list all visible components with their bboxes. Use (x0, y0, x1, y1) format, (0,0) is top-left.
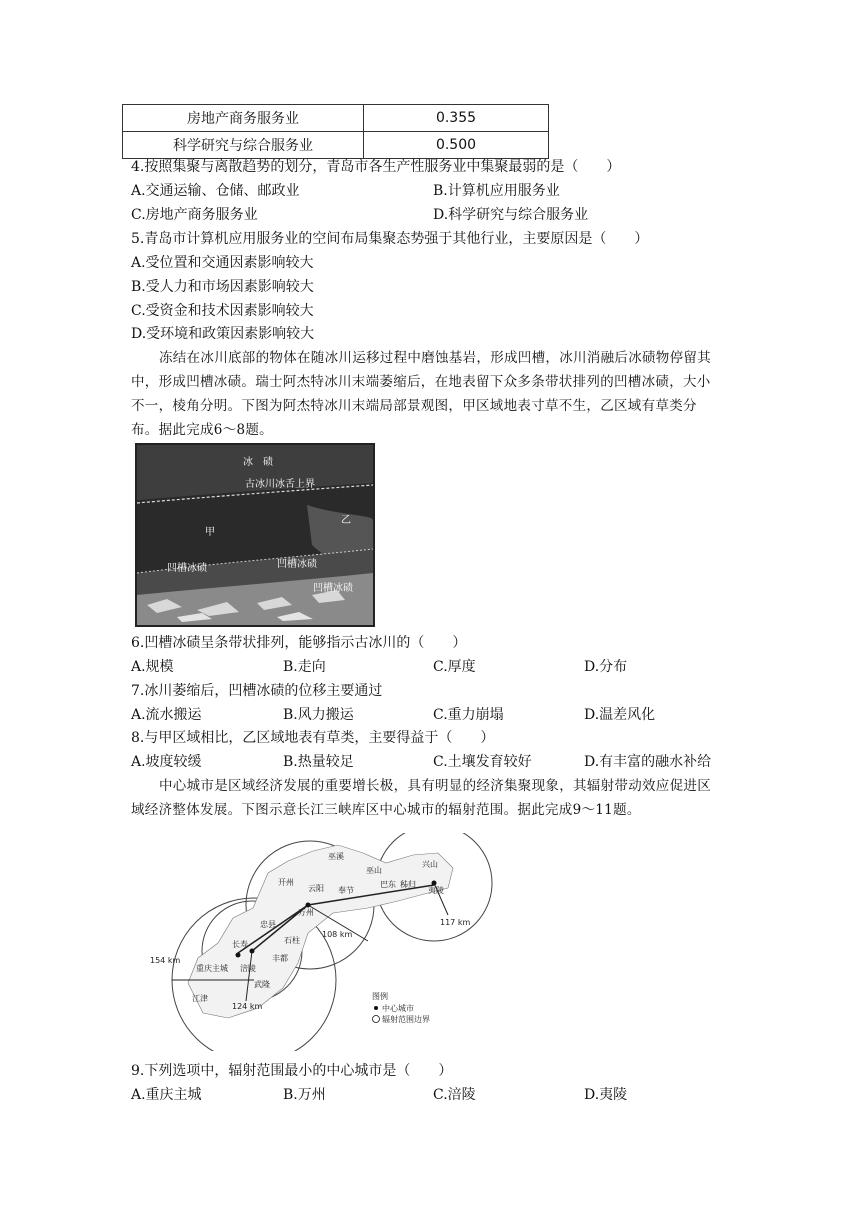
city-label: 万州 (298, 908, 314, 917)
q7-option-a: A.流水搬运 (131, 707, 202, 723)
q4-stem: 4.按照集聚与离散趋势的划分，青岛市各生产性服务业中集聚最弱的是（ ） (131, 159, 621, 175)
industry-table (122, 104, 549, 159)
city-label: 涪陵 (240, 964, 256, 973)
city-dot (306, 903, 311, 908)
table-cell-name: 房地产商务服务业 (123, 105, 364, 132)
distance-label-108: 108 km (322, 930, 353, 939)
q6-option-a: A.规模 (131, 659, 174, 675)
legend-title: 图例 (372, 992, 388, 1001)
city-label: 重庆主城 (196, 964, 228, 973)
q9-stem: 9.下列选项中，辐射范围最小的中心城市是（ ） (131, 1063, 453, 1079)
distance-label-117: 117 km (440, 918, 471, 927)
q5-option-b: B.受人力和市场因素影响较大 (131, 279, 314, 295)
passage-glacier: 冻结在冰川底部的物体在随冰川运移过程中磨蚀基岩，形成凹槽，冰川消融后冰碛物停留其中，形成凹槽冰碛。瑞士阿杰特冰川末端萎缩后，在地表留下众多条带状排列的凹槽冰碛，大小不一，棱角分明。下图为阿杰特冰川末端局部景观图，甲区域地表寸草不生，乙区域有草类分布。据此完成6～8题。 (131, 350, 711, 438)
city-label: 夷陵 (428, 886, 444, 895)
legend-center-label: 中心城市 (382, 1004, 414, 1013)
city-label: 巴东 (380, 880, 396, 889)
city-label: 石柱 (284, 936, 300, 945)
q8-option-c: C.土壤发育较好 (433, 754, 532, 770)
distance-label-124: 124 km (232, 1002, 263, 1011)
q9-option-b: B.万州 (283, 1087, 326, 1103)
q8-stem: 8.与甲区域相比，乙区域地表有草类，主要得益于（ ） (131, 730, 495, 746)
city-dot (432, 881, 437, 886)
city-label: 奉节 (338, 886, 354, 895)
table-cell-value: 0.500 (364, 132, 549, 159)
passage-center-city: 中心城市是区域经济发展的重要增长极，具有明显的经济集聚现象，其辐射带动效应促进区域经济整体发展。下图示意长江三峡库区中心城市的辐射范围。据此完成9～11题。 (131, 778, 711, 818)
city-label: 武隆 (254, 980, 270, 989)
q4-option-d: D.科学研究与综合服务业 (433, 207, 589, 223)
q4-option-b: B.计算机应用服务业 (433, 183, 560, 199)
q8-option-a: A.坡度较缓 (131, 754, 202, 770)
city-label: 丰都 (272, 954, 288, 963)
photo-label-ice-line: 古冰川冰舌上界 (245, 479, 315, 490)
city-label: 云阳 (308, 884, 324, 893)
photo-label-moraine: 冰 碛 (243, 457, 273, 468)
q5-stem: 5.青岛市计算机应用服务业的空间布局集聚态势强于其他行业，主要原因是（ ） (131, 231, 649, 247)
photo-label-yi: 乙 (341, 515, 351, 526)
q5-option-c: C.受资金和技术因素影响较大 (131, 303, 314, 319)
table-row (123, 105, 549, 132)
glacier-photo (135, 443, 375, 627)
photo-label-groove-3: 凹槽冰碛 (313, 583, 353, 594)
city-label: 兴山 (422, 860, 438, 869)
q7-option-d: D.温差风化 (584, 707, 656, 723)
distance-label-154: 154 km (150, 956, 181, 965)
city-label: 开州 (278, 878, 294, 887)
q6-option-b: B.走向 (283, 659, 326, 675)
legend-center-dot (374, 1006, 378, 1010)
city-dot (250, 949, 255, 954)
q7-stem: 7.冰川萎缩后，凹槽冰碛的位移主要通过 (131, 683, 383, 699)
q5-option-d: D.受环境和政策因素影响较大 (131, 326, 315, 342)
photo-label-groove-2: 凹槽冰碛 (277, 559, 317, 570)
q9-option-c: C.涪陵 (433, 1087, 476, 1103)
city-label: 忠县 (260, 920, 276, 929)
table-cell-value: 0.355 (364, 105, 549, 132)
q7-option-b: B.风力搬运 (283, 707, 354, 723)
q6-option-d: D.分布 (584, 659, 628, 675)
q4-option-a: A.交通运输、仓储、邮政业 (131, 183, 300, 199)
city-dot (236, 953, 241, 958)
q8-option-b: B.热量较足 (283, 754, 354, 770)
city-label: 巫溪 (328, 852, 344, 861)
q6-stem: 6.凹槽冰碛呈条带状排列，能够指示古冰川的（ ） (131, 635, 467, 651)
legend-boundary-label: 辐射范围边界 (382, 1015, 430, 1024)
city-label: 长寿 (232, 940, 248, 949)
photo-label-groove-1: 凹槽冰碛 (167, 563, 207, 574)
q7-option-c: C.重力崩塌 (433, 707, 504, 723)
city-label: 巫山 (366, 866, 382, 875)
q8-option-d: D.有丰富的融水补给 (584, 754, 712, 770)
radiation-range-map (128, 833, 628, 1051)
q9-option-d: D.夷陵 (584, 1087, 628, 1103)
q9-option-a: A.重庆主城 (131, 1087, 202, 1103)
photo-label-jia: 甲 (205, 527, 215, 538)
city-label: 秭归 (400, 880, 416, 889)
q6-option-c: C.厚度 (433, 659, 476, 675)
q4-option-c: C.房地产商务服务业 (131, 207, 258, 223)
city-label: 江津 (192, 994, 208, 1003)
legend-boundary-circle (373, 1016, 380, 1023)
q5-option-a: A.受位置和交通因素影响较大 (131, 255, 314, 271)
table-row (123, 132, 549, 159)
table-cell-name: 科学研究与综合服务业 (123, 132, 364, 159)
